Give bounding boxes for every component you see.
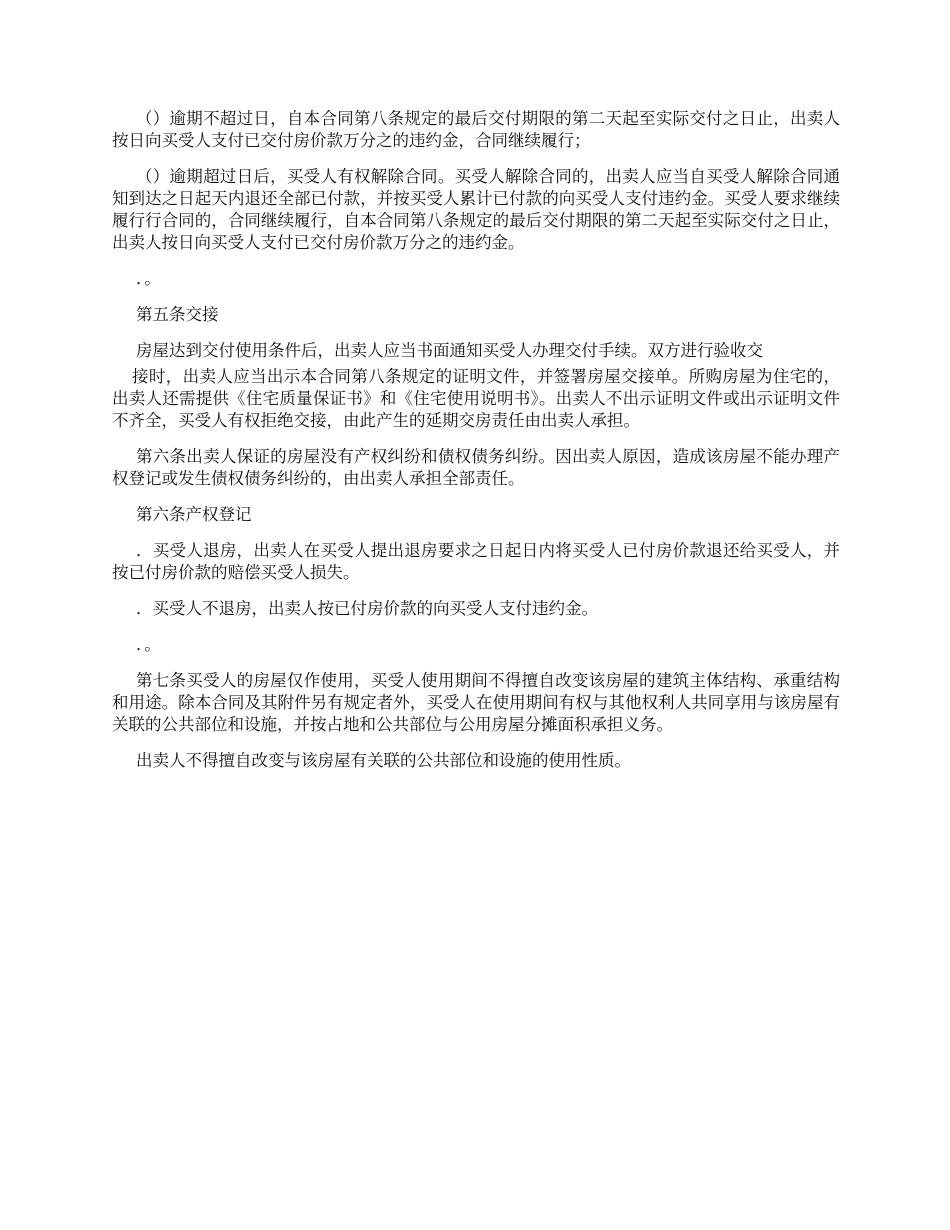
- paragraph-seller-restriction: 出卖人不得擅自改变与该房屋有关联的公共部位和设施的使用性质。: [136, 751, 631, 770]
- paragraph-overdue-within: （）逾期不超过日，自本合同第八条规定的最后交付期限的第二天起至实际交付之日止，出卖人按日向买受人支付已交付房价款万分之的违约金，合同继续履行；: [112, 109, 840, 150]
- paragraph-handover-notice: 房屋达到交付使用条件后，出卖人应当书面通知买受人办理交付手续。双方进行验收交: [136, 341, 763, 360]
- paragraph-placeholder-1: ．。: [136, 269, 161, 288]
- paragraph-seller-guarantee: 第六条出卖人保证的房屋没有产权纠纷和债权债务纠纷。因出卖人原因，造成该房屋不能办理产权登记或发生债权债务纠纷的，由出卖人承担全部责任。: [112, 447, 840, 488]
- paragraph-overdue-beyond: （）逾期超过日后，买受人有权解除合同。买受人解除合同的，出卖人应当自买受人解除合同通知到达之日起天内退还全部已付款，并按买受人累计已付款的向买受人支付违约金。买受人要求继续履行行合同的，合同继续履行，自本合同第八条规定的最后交付期限的第二天起至实际交付之日止，出卖人按日向买受人支付已交付房价款万分之的违约金。: [112, 167, 840, 252]
- document-body: [112, 108, 840, 786]
- paragraph-handover-documents: 接时，出卖人应当出示本合同第八条规定的证明文件，并签署房屋交接单。所购房屋为住宅的，出卖人还需提供《住宅质量保证书》和《住宅使用说明书》。出卖人不出示证明文件或出示证明文件不齐全，买受人有权拒绝交接，由此产生的延期交房责任由出卖人承担。: [112, 367, 840, 430]
- paragraph-buyer-usage: 第七条买受人的房屋仅作使用，买受人使用期间不得擅自改变该房屋的建筑主体结构、承重结构和用途。除本合同及其附件另有规定者外，买受人在使用期间有权与其他权利人共同享用与该房屋有关联的公共部位和设施，并按占地和公共部位与公用房屋分摊面积承担义务。: [112, 671, 840, 734]
- paragraph-placeholder-2: ．。: [136, 635, 161, 654]
- section-heading-handover: 第五条交接: [136, 305, 219, 324]
- section-heading-property-registration: 第六条产权登记: [136, 505, 252, 524]
- paragraph-no-refund: ．买受人不退房，出卖人按已付房价款的向买受人支付违约金。: [136, 599, 598, 618]
- paragraph-refund: ．买受人退房，出卖人在买受人提出退房要求之日起日内将买受人已付房价款退还给买受人，并按已付房价款的赔偿买受人损失。: [112, 541, 840, 582]
